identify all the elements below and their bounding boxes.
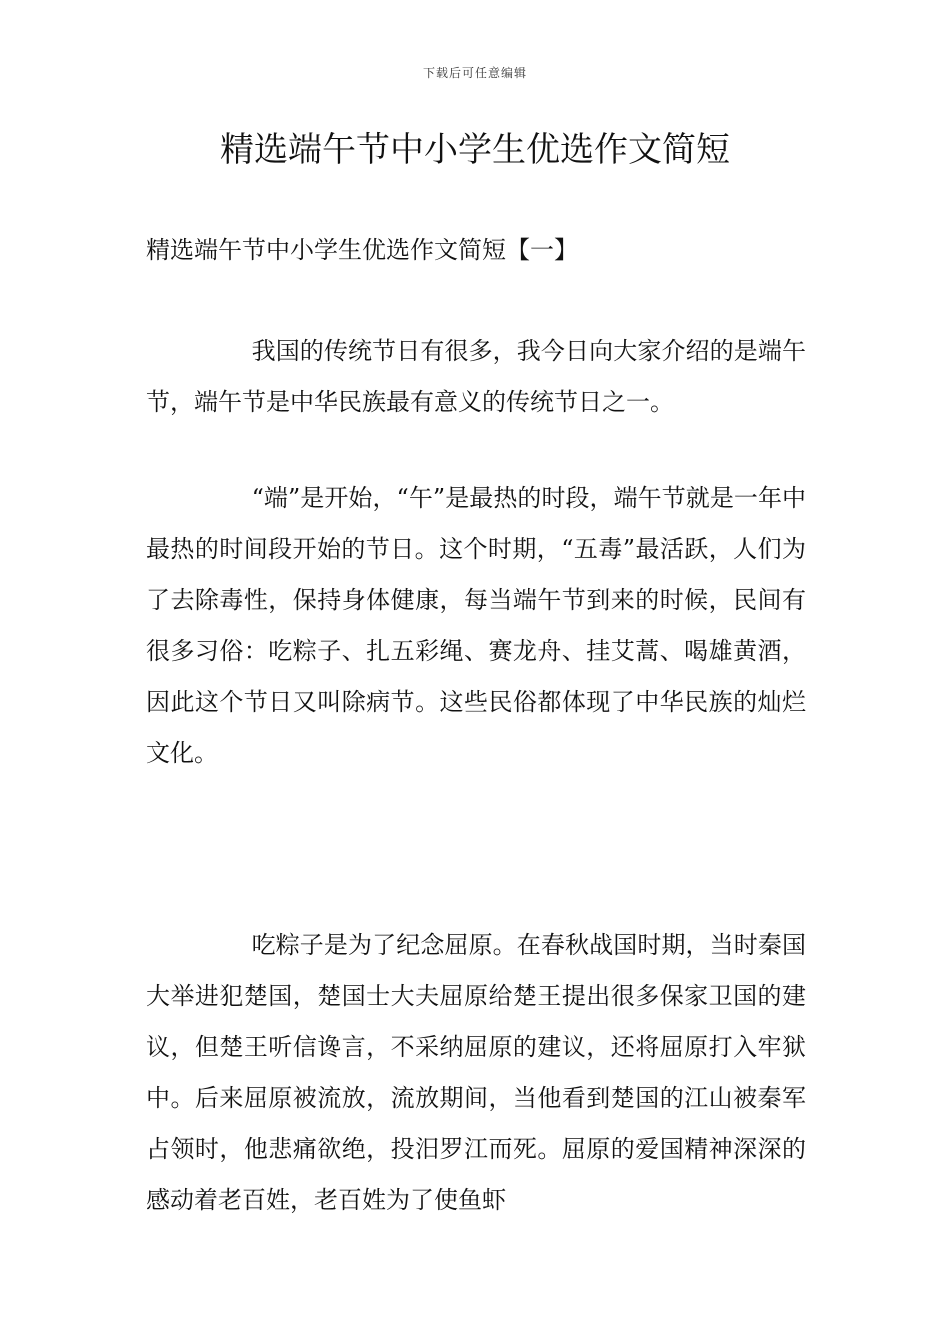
paragraph: 我国的传统节日有很多，我今日向大家介绍的是端午节，端午节是中华民族最有意义的传统节日之一。 [146, 337, 806, 416]
document-title: 精选端午节中小学生优选作文简短 [220, 130, 730, 170]
paragraph: 吃粽子是为了纪念屈原。在春秋战国时期，当时秦国大举进犯楚国，楚国士大夫屈原给楚王提出很多保家卫国的建议，但楚王听信谗言，不采纳屈原的建议，还将屈原打入牢狱中。后来屈原被流放，流放期间，当他看到楚国的江山被秦军占领时，他悲痛欲绝，投汨罗江而死。屈原的爱国精神深深的感动着老百姓，老百姓为了使鱼虾 [146, 931, 806, 1214]
paragraph: “端”是开始，“午”是最热的时段，端午节就是一年中最热的时间段开始的节日。这个时期，“五毒”最活跃，人们为了去除毒性，保持身体健康，每当端午节到来的时候，民间有很多习俗：吃粽子、扎五彩绳、赛龙舟、挂艾蒿、喝雄黄酒，因此这个节日又叫除病节。这些民俗都体现了中华民族的灿烂文化。 [146, 484, 806, 767]
section-heading: 精选端午节中小学生优选作文简短【一】 [146, 236, 578, 264]
header-note: 下载后可任意编辑 [422, 66, 527, 80]
